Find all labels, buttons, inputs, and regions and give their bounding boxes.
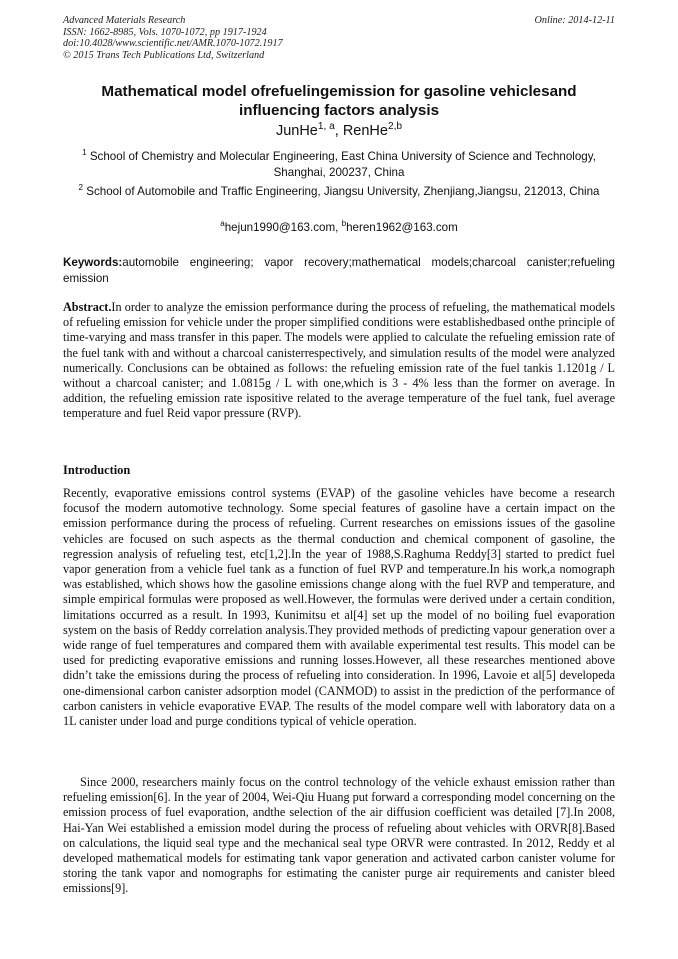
journal-name: Advanced Materials Research [63, 15, 186, 26]
author-emails [63, 220, 615, 235]
affiliation-2 [63, 184, 615, 200]
keywords-label: Keywords: [63, 256, 123, 269]
affiliation-2-mark: 2 [78, 183, 84, 193]
journal-header [63, 15, 615, 61]
author-separator: , [334, 123, 343, 139]
author-2: RenHe [342, 123, 388, 139]
abstract [63, 300, 615, 422]
intro-paragraph-1: Recently, evaporative emissions control systems (EVAP) of the gasoline vehicles have become a research focusof the modern automotive technology. Some special features of gasoline have a certain impact on the emission performance during the process of refueling. Current researches on emissions issues of the gasoline vehicles are focused on such aspects as the thermal conduction and chemical component of gasoline, the regression analysis of refueling test, etc[1,2].In the year of 1988,S.Raghuma Reddy[3] started to predict fuel vapor generation from a vehicle fuel tank as a function of fuel RVP and temperature.In his work,a nomograph was established, which shows how the gasoline emissions change along with the fuel RVP and temperature, and simple empirical formulas were proposed as well.However, the formulas were derived under a certain condition, limitations occurred as a result. In 1993, Kunimitsu et al[4] set up the model of no boiling fuel evaporation system on the basis of Reddy correlation analysis.They provided methods of predicting vapour generation over a wide range of fuel temperatures and compared them with available experimental test results. This model can be used for predicting evaporative emissions and running losses.However, all these researches mentioned above didn’t take the emissions during the process of refueling into consideration. In 1996, Lavoie et al[5] developeda one-dimensional carbon canister adsorption model (CANMOD) to assist in the prediction of the performance of carbon canisters in vehicle evaporative EVAP. The results of the model compare well with laboratory data on a 1L canister under load and purge conditions typical of vehicle operation. [63, 486, 615, 729]
email-b-mark: b [341, 219, 347, 229]
paper-title [63, 82, 615, 120]
abstract-label: Abstract. [63, 300, 112, 314]
email-b: heren1962@163.com [346, 221, 458, 234]
doi-line: doi:10.4028/www.scientific.net/AMR.1070-1072.1917 [63, 38, 283, 50]
issn-line: ISSN: 1662-8985, Vols. 1070-1072, pp 1917-1924 [63, 26, 267, 38]
abstract-text: In order to analyze the emission performance during the process of refueling, the mathematical models of refueling emission for vehicle under the proper simplified conditions were establishedbased onthe principle of time-varying and mass transfer in this paper. The models were applied to calculate the refueling emission rate of the fuel tank with and without a charcoal canisterrespectively, and simulation results of the model were analyzed numerically. Conclusions can be obtained as follows: the refueling emission rate of the fuel tankis 1.1201g / L without a charcoal canister; and 1.0815g / L with one,which is 3 - 4% less than the former on average. In addition, the refueling emission rate ispositive related to the average temperature of the fuel tank, fuel average temperature and fuel Reid vapor pressure (RVP). [63, 300, 615, 421]
section-heading-introduction: Introduction [63, 463, 131, 477]
keywords [63, 255, 615, 286]
email-a: hejun1990@163.com, [224, 221, 342, 234]
keywords-text: automobile engineering; vapor recovery;mathematical models;charcoal canister;refueling emission [63, 256, 615, 285]
affiliation-1-text: School of Chemistry and Molecular Engineering, East China University of Science and Technology, Shanghai, 200237, China [86, 150, 596, 179]
intro-paragraph-2: Since 2000, researchers mainly focus on the control technology of the vehicle exhaust emission rather than refueling emission[6]. In the year of 2004, Wei-Qiu Huang put forward a corresponding model concerning on the emission process of fuel evaporation, andthe selection of the air diffusion coefficient was detailed [7].In 2008, Hai-Yan Wei established a emission model during the process of refueling about vehicles with ORVR[8].Based on calculations, the liquid seal type and the mechanical seal type ORVR were contrasted. In 2012, Reddy et al developed mathematical models for estimating tank vapor generation and activated carbon canister volume for storing the tank vapor and nomographs for estimating the canister purge air requirements and canister bleed emissions[9]. [63, 775, 615, 896]
title-line-1: Mathematical model ofrefuelingemission for gasoline vehiclesand [101, 83, 577, 100]
online-date: Online: 2014-12-11 [534, 15, 615, 26]
author-1: JunHe [275, 123, 318, 139]
authors [63, 122, 615, 140]
author-2-affil: 2,b [387, 121, 403, 133]
copyright-line: © 2015 Trans Tech Publications Ltd, Switzerland [63, 49, 265, 61]
affiliation-1 [63, 149, 615, 180]
author-1-affil: 1, a [317, 121, 335, 133]
affiliation-1-mark: 1 [82, 148, 87, 158]
email-a-mark: a [220, 219, 225, 229]
title-line-2: influencing factors analysis [238, 102, 440, 119]
affiliation-2-text: School of Automobile and Traffic Engineering, Jiangsu University, Zhenjiang,Jiangsu, 212013, China [83, 185, 600, 198]
